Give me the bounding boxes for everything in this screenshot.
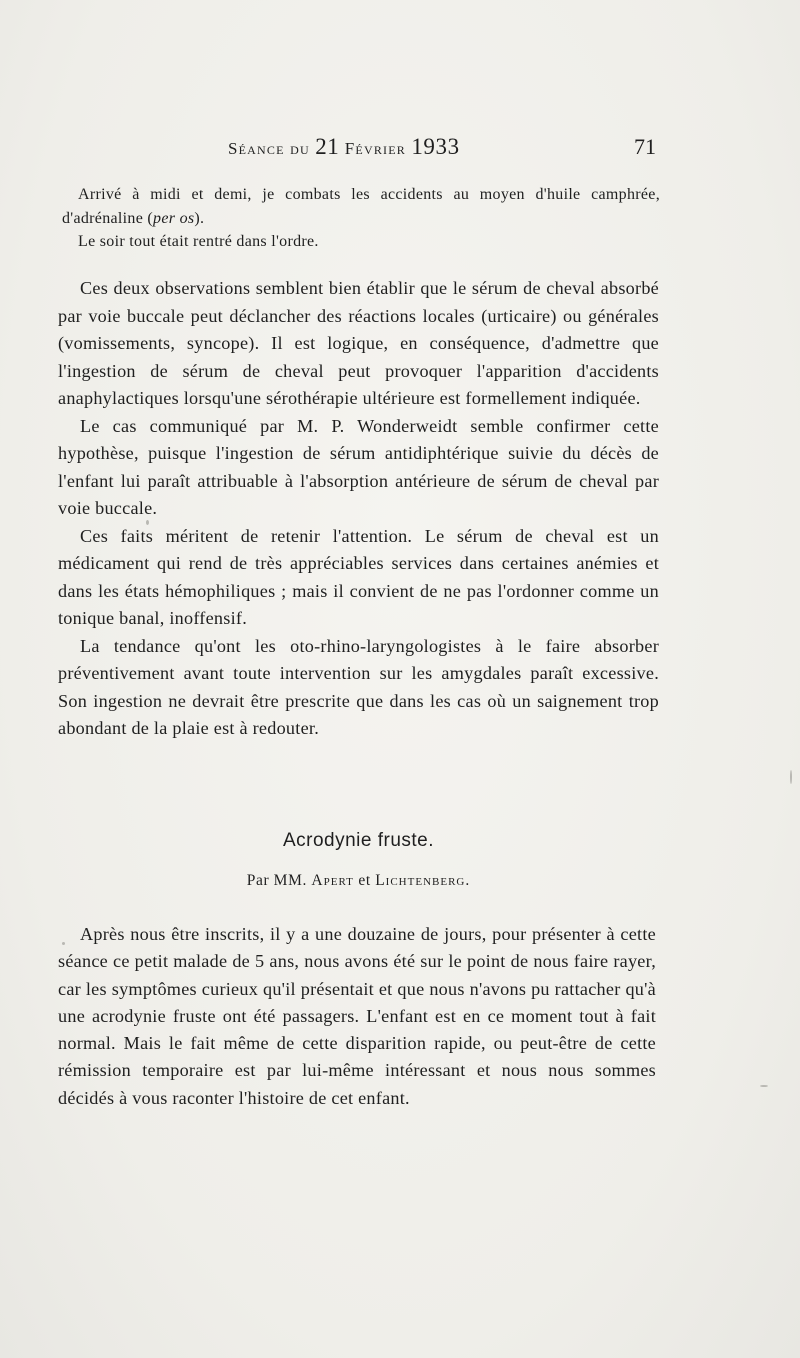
running-title-month: Février — [344, 139, 406, 158]
paragraph: Le cas communiqué par M. P. Wonderweidt semble confirmer cette hypothèse, puisque l'ingestion de sérum antidiphtérique suivie du décès de l'enfant lui paraît attribuable à l'absorption antérieure de sérum de cheval par voie buccale. — [58, 415, 659, 518]
authors-prefix: Par MM. — [246, 872, 307, 889]
paragraph: La tendance qu'ont les oto-rhino-laryngologistes à le faire absorber préventivement avant toute intervention sur les amygdales paraît excessive. Son ingestion ne devrait être prescrite que dans les cas où un saignement trop abondant de la plaie est à redouter. — [58, 635, 659, 738]
paragraph: Après nous être inscrits, il y a une douzaine de jours, pour présenter à cette séance ce petit malade de 5 ans, nous avons été sur le point de nous faire rayer, car les symptômes curieux qu'il présentait et que nous n'avons pu rattacher qu'à une acrodynie fruste ont été passagers. L'enfant est en ce moment tout à fait normal. Mais le fait même de cette disparition rapide, ou peut-être de cette rémission temporaire est par lui-même intéressant et nous nous sommes décidés à vous raconter l'histoire de cet enfant. — [58, 924, 656, 1108]
paper-speck — [62, 942, 65, 945]
intro-notes — [62, 183, 660, 254]
paper-speck — [790, 770, 792, 784]
running-title-year: 1933 — [411, 134, 460, 159]
authors-conjunction: et — [358, 872, 371, 889]
page-number: 71 — [634, 134, 656, 159]
intro-note-line-2: Le soir tout était rentré dans l'ordre. — [78, 233, 319, 250]
paper-speck — [146, 520, 149, 525]
paper-speck — [760, 1085, 768, 1087]
intro-note-text: Arrivé à midi et demi, je combats les accidents au moyen d'huile camphrée, d'adrénaline ( — [62, 186, 660, 227]
body-text — [58, 275, 659, 743]
page-header — [58, 134, 656, 166]
section-authors — [58, 872, 659, 890]
paragraph: Ces deux observations semblent bien établir que le sérum de cheval absorbé par voie buccale peut déclancher des réactions locales (urticaire) ou générales (vomissements, syncope). Il est logique, en conséquence, d'admettre que l'ingestion de sérum de cheval peut provoquer l'apparition d'accidents anaphylactiques lorsqu'une sérothérapie ultérieure est formellement indiquée. — [58, 278, 659, 408]
paragraph: Ces faits méritent de retenir l'attention. Le sérum de cheval est un médicament qui rend de très appréciables services dans certaines anémies et dans les états hémophiliques ; mais il convient de ne pas l'ordonner comme un tonique banal, inoffensif. — [58, 525, 659, 628]
running-title — [228, 134, 460, 160]
intro-note-text-end: ). — [194, 209, 205, 227]
intro-note-line-1 — [62, 183, 660, 230]
author-1: Apert — [311, 872, 354, 889]
section-title: Acrodynie fruste. — [282, 830, 435, 851]
section-body — [58, 921, 656, 1112]
intro-note-italic: per os — [153, 209, 195, 227]
author-2: Lichtenberg. — [375, 872, 471, 889]
running-title-prefix: Séance du — [228, 139, 310, 158]
running-title-day: 21 — [315, 134, 340, 159]
